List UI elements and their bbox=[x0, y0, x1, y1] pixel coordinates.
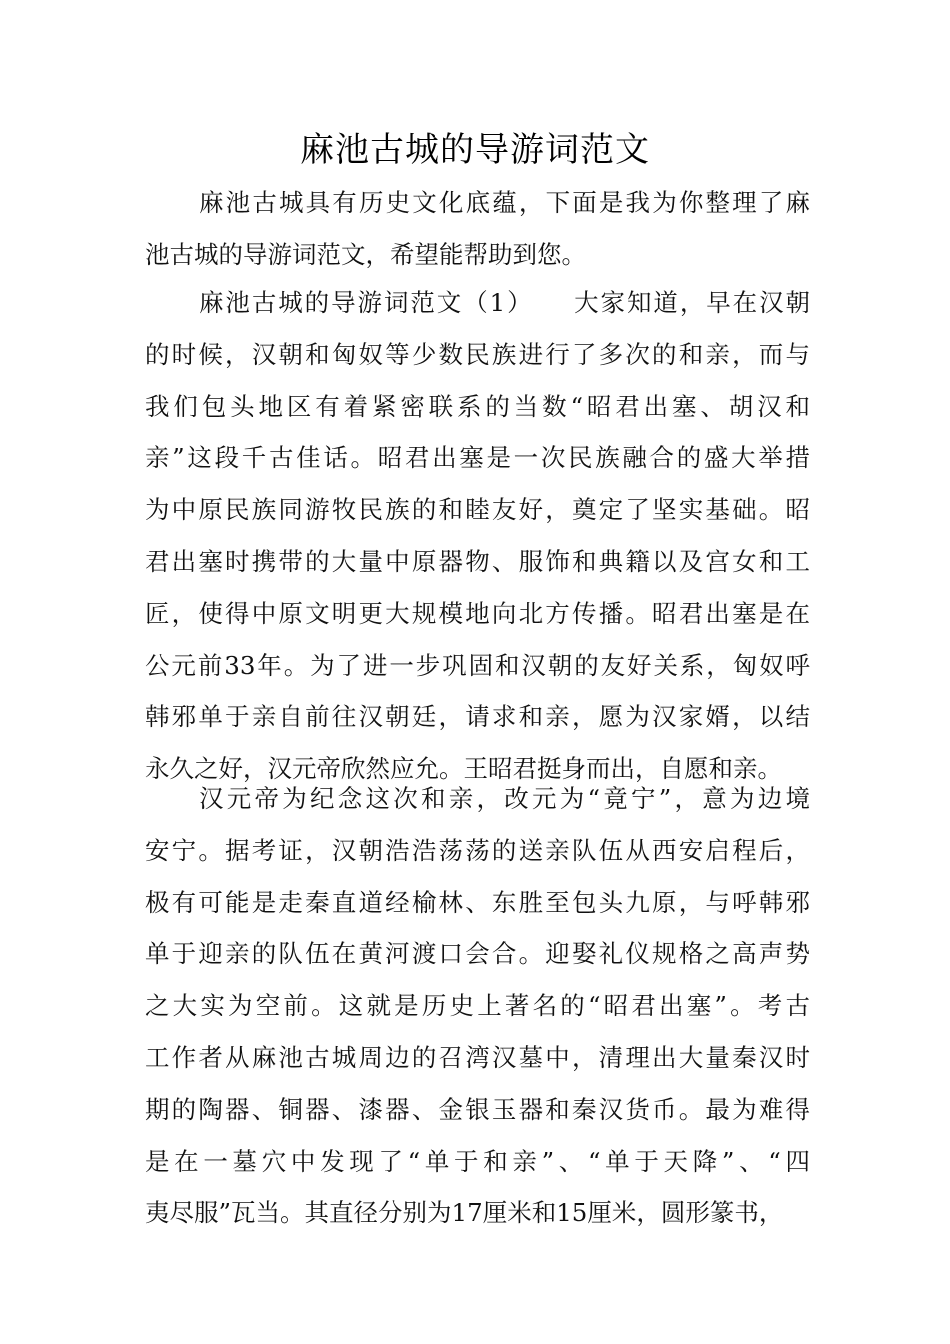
paragraph-intro bbox=[145, 177, 810, 281]
text-line: 君出塞时携带的大量中原器物、服饰和典籍以及宫女和工 bbox=[145, 546, 810, 576]
document-title: 麻池古城的导游词范文 bbox=[300, 130, 650, 170]
text-line: 永久之好，汉元帝欣然应允。王昭君挺身而出，自愿和亲。 bbox=[145, 754, 782, 784]
text-line: 麻池古城的导游词范文（1） 大家知道，早在汉朝 bbox=[199, 288, 810, 317]
text-line: 工作者从麻池古城周边的召湾汉墓中，清理出大量秦汉时 bbox=[145, 1042, 810, 1072]
text-line: 韩邪单于亲自前往汉朝廷，请求和亲，愿为汉家婿，以结 bbox=[145, 702, 810, 732]
text-line: 麻池古城具有历史文化底蕴，下面是我为你整理了麻 bbox=[199, 188, 810, 217]
text-line: 汉元帝为纪念这次和亲，改元为“竟宁”，意为边境 bbox=[199, 784, 810, 813]
text-line: 池古城的导游词范文，希望能帮助到您。 bbox=[145, 239, 586, 269]
text-line: 我们包头地区有着紧密联系的当数“昭君出塞、胡汉和 bbox=[145, 391, 810, 421]
text-line: 期的陶器、铜器、漆器、金银玉器和秦汉货币。最为难得 bbox=[145, 1094, 810, 1124]
text-line: 是在一墓穴中发现了“单于和亲”、“单于天降”、“四 bbox=[145, 1146, 810, 1176]
text-line: 匠，使得中原文明更大规模地向北方传播。昭君出塞是在 bbox=[145, 598, 810, 628]
text-line: 为中原民族同游牧民族的和睦友好，奠定了坚实基础。昭 bbox=[145, 495, 810, 525]
text-line: 之大实为空前。这就是历史上著名的“昭君出塞”。考古 bbox=[145, 991, 810, 1021]
paragraph-1 bbox=[145, 277, 810, 795]
paragraph-2 bbox=[145, 773, 810, 1239]
text-line: 公元前33年。为了进一步巩固和汉朝的友好关系，匈奴呼 bbox=[145, 650, 810, 680]
text-line: 的时候，汉朝和匈奴等少数民族进行了多次的和亲，而与 bbox=[145, 339, 810, 369]
text-line: 亲”这段千古佳话。昭君出塞是一次民族融合的盛大举措 bbox=[145, 443, 810, 473]
text-line: 安宁。据考证，汉朝浩浩荡荡的送亲队伍从西安启程后， bbox=[145, 835, 810, 865]
text-line: 极有可能是走秦直道经榆林、东胜至包头九原，与呼韩邪 bbox=[145, 887, 810, 917]
text-line: 夷尽服”瓦当。其直径分别为17厘米和15厘米，圆形篆书， bbox=[145, 1198, 784, 1228]
text-line: 单于迎亲的队伍在黄河渡口会合。迎娶礼仪规格之高声势 bbox=[145, 939, 810, 969]
